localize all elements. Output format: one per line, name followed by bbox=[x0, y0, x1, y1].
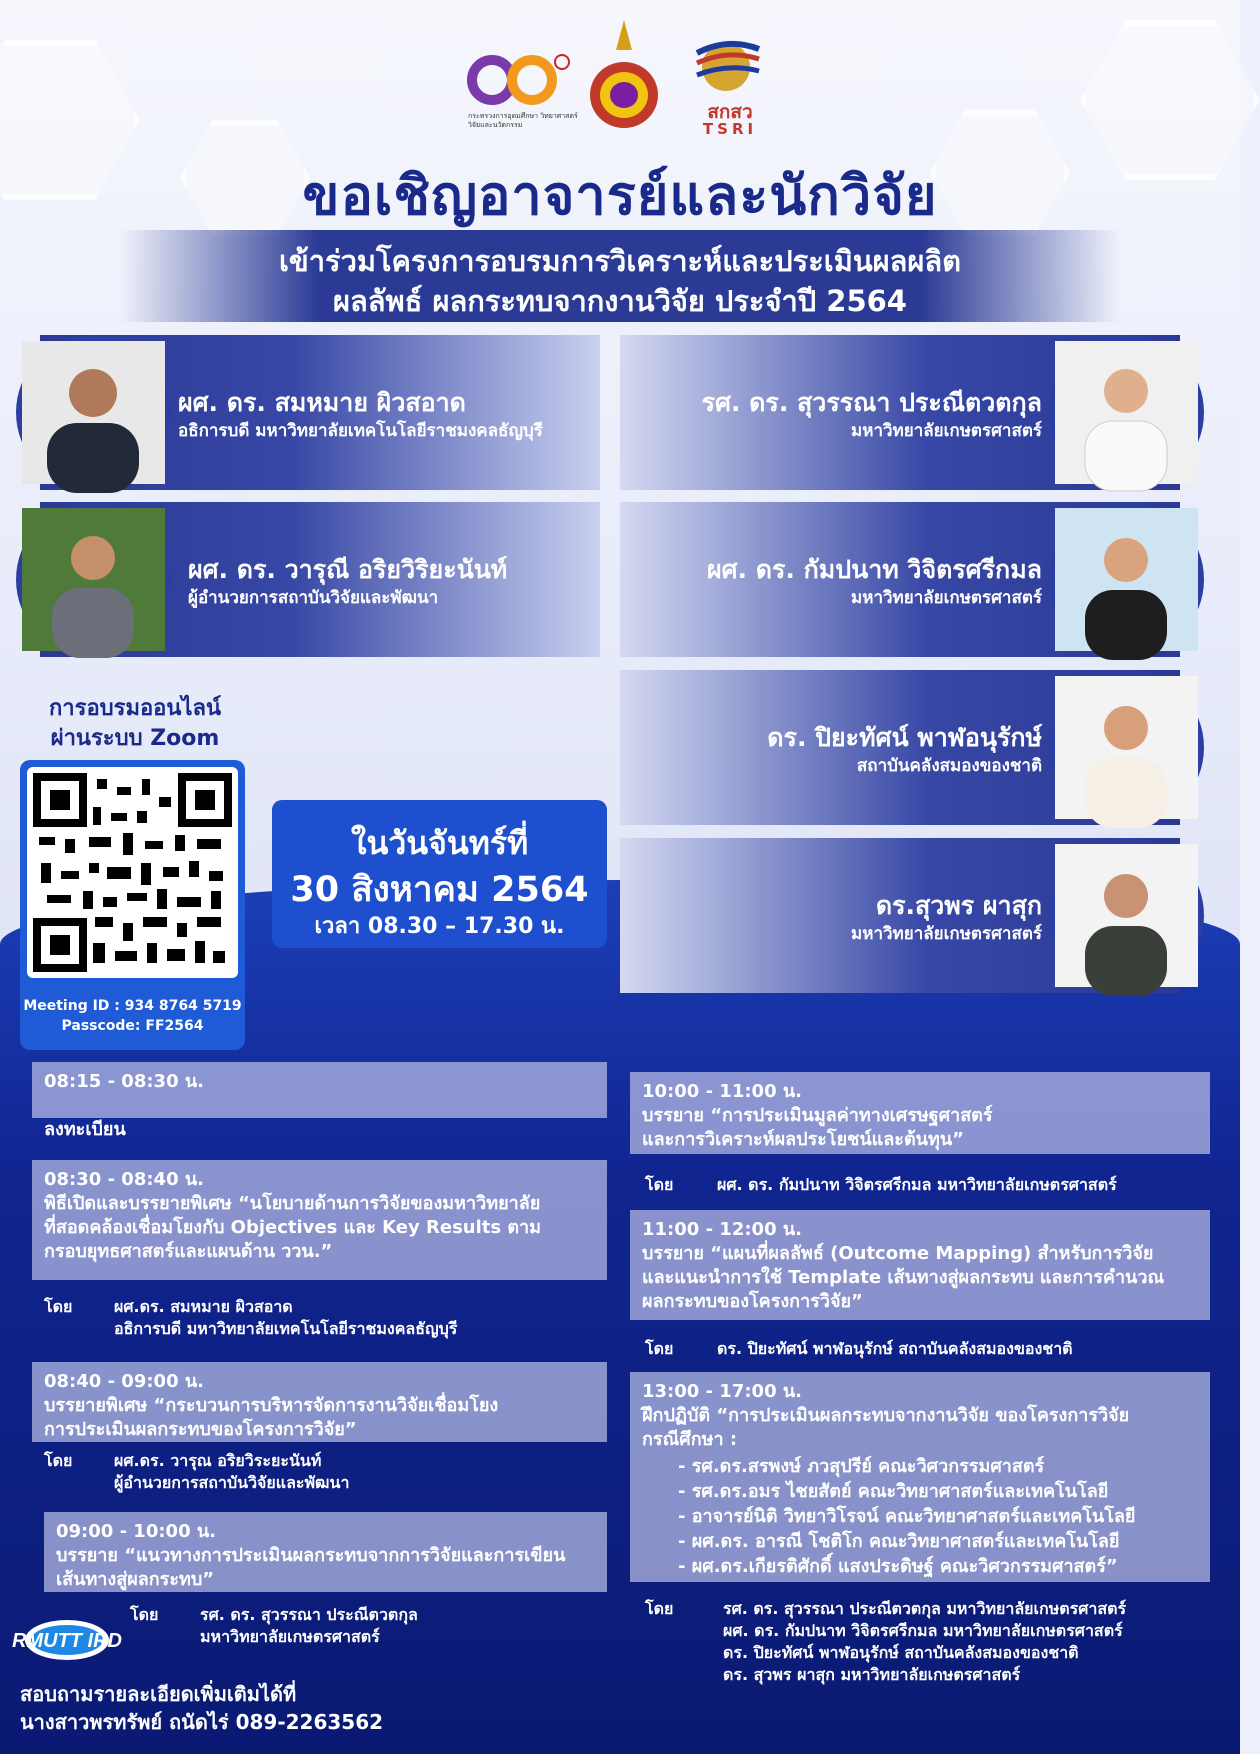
slot-desc-line: กรณีศึกษา : bbox=[642, 1429, 738, 1450]
speaker-photo bbox=[1049, 502, 1204, 657]
speaker-name: ผศ. ดร. กัมปนาท วิจิตรศรีกมล bbox=[707, 555, 1042, 584]
passcode: Passcode: FF2564 bbox=[61, 1018, 204, 1034]
online-training-label: การอบรมออนไลน์ ผ่านระบบ Zoom bbox=[48, 696, 222, 751]
schedule-slot bbox=[630, 1372, 1210, 1582]
schedule-slot bbox=[32, 1362, 607, 1442]
case-study-item: - อาจารย์นิติ วิทยาวิโรจน์ คณะวิทยาศาสตร์และเทคโนโลยี bbox=[678, 1506, 1136, 1527]
event-day: ในวันจันทร์ที่ bbox=[350, 824, 529, 862]
speaker-name: ผศ. ดร. วารุณี อริยวิริยะนันท์ bbox=[188, 555, 508, 584]
slot-desc-line: และแนะนำการใช้ Template เส้นทางสู่ผลกระทบ และการคำนวณ bbox=[642, 1267, 1165, 1288]
zoom-qr-panel bbox=[20, 760, 245, 1050]
slot-desc-line: กรอบยุทธศาสตร์และแผนด้าน ววน.” bbox=[44, 1241, 333, 1262]
slot-desc-line: ผลกระทบของโครงการวิจัย” bbox=[642, 1291, 863, 1312]
slot-desc-line: บรรยายพิเศษ “กระบวนการบริหารจัดการงานวิจัยเชื่อมโยง bbox=[44, 1395, 499, 1416]
slot-speaker: โดย รศ. ดร. สุวรรณา ประณีตวตกุล มหาวิทยาลัยเกษตรศาสตร์ bbox=[130, 1605, 418, 1646]
tsri-en-label: TSRI bbox=[702, 120, 758, 138]
qr-code[interactable] bbox=[27, 767, 238, 978]
slot-speaker: โดย ผศ.ดร. วารุณ อริยวิระยะนันท์ ผู้อำนวยการสถาบันวิจัยและพัฒนา bbox=[44, 1451, 350, 1492]
slot-time: 08:30 - 08:40 น. bbox=[44, 1169, 205, 1190]
case-study-list bbox=[642, 1454, 1198, 1579]
slot-desc-line: และการวิเคราะห์ผลประโยชน์และต้นทุน” bbox=[642, 1129, 964, 1150]
slot-title: ลงทะเบียน bbox=[44, 1119, 126, 1140]
slot-desc-line: พิธีเปิดและบรรยายพิเศษ “นโยบายด้านการวิจัยของมหาวิทยาลัย bbox=[44, 1193, 541, 1214]
speaker-card bbox=[620, 838, 1220, 993]
contact-line: สอบถามรายละเอียดเพิ่มเติมได้ที่ bbox=[20, 1682, 297, 1706]
rmutt-emblem bbox=[588, 20, 660, 130]
slot-time: 11:00 - 12:00 น. bbox=[642, 1219, 803, 1240]
speaker-card bbox=[0, 502, 600, 657]
schedule-slot bbox=[32, 1160, 607, 1280]
speaker-card bbox=[620, 335, 1220, 490]
slot-time: 08:40 - 09:00 น. bbox=[44, 1371, 205, 1392]
speaker-name: รศ. ดร. สุวรรณา ประณีตวตกุล bbox=[701, 388, 1042, 417]
speaker-card bbox=[620, 502, 1220, 657]
speaker-photo bbox=[1049, 838, 1204, 993]
slot-desc-line: การประเมินผลกระทบของโครงการวิจัย” bbox=[44, 1419, 357, 1440]
speaker-photo bbox=[16, 335, 171, 490]
case-study-item: - รศ.ดร.อมร ไชยสัตย์ คณะวิทยาศาสตร์และเทคโนโลยี bbox=[678, 1481, 1109, 1502]
schedule-slot bbox=[44, 1512, 607, 1592]
event-date-box bbox=[272, 800, 607, 948]
speaker-photo bbox=[1049, 335, 1204, 490]
slot-desc-line: บรรยาย “แนวทางการประเมินผลกระทบจากการวิจัยและการเขียน bbox=[56, 1545, 566, 1566]
speaker-org: อธิการบดี มหาวิทยาลัยเทคโนโลยีราชมงคลธัญบุรี bbox=[178, 421, 543, 441]
speaker-name: ดร.สุวพร ผาสุก bbox=[875, 891, 1042, 920]
meeting-id: Meeting ID : 934 8764 5719 bbox=[23, 998, 242, 1014]
schedule-slot bbox=[630, 1072, 1210, 1154]
contact-info bbox=[20, 1680, 383, 1736]
speaker-org: มหาวิทยาลัยเกษตรศาสตร์ bbox=[851, 421, 1042, 441]
page-title: ขอเชิญอาจารย์และนักวิจัย bbox=[302, 164, 938, 227]
event-time: เวลา 08.30 – 17.30 น. bbox=[314, 914, 565, 939]
contact-line: นางสาวพรทรัพย์ ถนัดไร่ 089-2263562 bbox=[20, 1710, 384, 1734]
slot-speaker: โดย ดร. ปิยะทัศน์ พาฬอนุรักษ์ สถาบันคลังสมองของชาติ bbox=[645, 1339, 1073, 1358]
slot-desc-line: เส้นทางสู่ผลกระทบ” bbox=[56, 1569, 215, 1590]
slot-speaker: โดย รศ. ดร. สุวรรณา ประณีตวตกุล มหาวิทยาลัยเกษตรศาสตร์ ผศ. ดร. กัมปนาท วิจิตรศรีกมล มหาวิทยาลัยเกษตรศาสตร์ ดร. ปิยะทัศน์ พาฬอนุรักษ์ สถาบันคลังสมองของชาติ ดร. สุวพร ผาสุก มหาวิทยาลัยเกษตรศาสตร์ bbox=[645, 1599, 1127, 1684]
slot-time: 13:00 - 17:00 น. bbox=[642, 1381, 803, 1402]
speaker-org: มหาวิทยาลัยเกษตรศาสตร์ bbox=[851, 924, 1042, 944]
speaker-card bbox=[0, 335, 600, 490]
speaker-card bbox=[620, 670, 1220, 825]
slot-time: 08:15 - 08:30 น. bbox=[44, 1071, 205, 1092]
schedule-slot bbox=[630, 1210, 1210, 1320]
speaker-photo bbox=[1049, 670, 1204, 825]
event-date: 30 สิงหาคม 2564 bbox=[290, 870, 589, 910]
subtitle-band bbox=[120, 230, 1120, 322]
speaker-name: ผศ. ดร. สมหมาย ผิวสอาด bbox=[178, 388, 466, 417]
slot-speaker: โดย ผศ. ดร. กัมปนาท วิจิตรศรีกมล มหาวิทยาลัยเกษตรศาสตร์ bbox=[645, 1175, 1117, 1194]
subtitle-line-1: เข้าร่วมโครงการอบรมการวิเคราะห์และประเมินผลผลิต bbox=[278, 244, 962, 278]
speaker-org: สถาบันคลังสมองของชาติ bbox=[856, 756, 1042, 776]
schedule-slot bbox=[32, 1062, 607, 1118]
speaker-name: ดร. ปิยะทัศน์ พาฬอนุรักษ์ bbox=[767, 723, 1042, 752]
speaker-org: ผู้อำนวยการสถาบันวิจัยและพัฒนา bbox=[188, 588, 439, 608]
ird-logo bbox=[12, 1608, 122, 1668]
ird-logo-text: RMUTT IRD bbox=[12, 1630, 122, 1652]
mhesi-text: กระทรวงการอุดมศึกษา วิทยาศาสตร์ วิจัยและนวัตกรรม bbox=[468, 112, 578, 129]
case-study-item: - ผศ.ดร.เกียรติศักดิ์ แสงประดิษฐ์ คณะวิศวกรรมศาสตร์” bbox=[678, 1556, 1118, 1577]
subtitle-line-2: ผลลัพธ์ ผลกระทบจากงานวิจัย ประจำปี 2564 bbox=[333, 284, 907, 318]
slot-speaker: โดย ผศ.ดร. สมหมาย ผิวสอาด อธิการบดี มหาวิทยาลัยเทคโนโลยีราชมงคลธัญบุรี bbox=[44, 1297, 458, 1338]
slot-desc-line: ฝึกปฏิบัติ “การประเมินผลกระทบจากงานวิจัย ของโครงการวิจัย bbox=[642, 1405, 1130, 1426]
speaker-photo bbox=[16, 502, 171, 657]
slot-time: 09:00 - 10:00 น. bbox=[56, 1521, 217, 1542]
tsri-thai-label: สกสว bbox=[707, 101, 753, 123]
mhesi-logo bbox=[470, 50, 570, 110]
slot-time: 10:00 - 11:00 น. bbox=[642, 1081, 803, 1102]
slot-desc-line: ที่สอดคล้องเชื่อมโยงกับ Objectives และ Key Results ตาม bbox=[44, 1217, 542, 1238]
slot-desc-line: บรรยาย “การประเมินมูลค่าทางเศรษฐศาสตร์ bbox=[642, 1105, 993, 1126]
case-study-item: - รศ.ดร.สรพงษ์ ภวสุปรีย์ คณะวิศวกรรมศาสตร์ bbox=[678, 1456, 1045, 1477]
slot-desc-line: บรรยาย “แผนที่ผลลัพธ์ (Outcome Mapping) สำหรับการวิจัย bbox=[642, 1243, 1154, 1264]
speaker-org: มหาวิทยาลัยเกษตรศาสตร์ bbox=[851, 588, 1042, 608]
tsri-globe-logo bbox=[693, 35, 763, 95]
case-study-item: - ผศ.ดร. อารณี โชติโก คณะวิทยาศาสตร์และเทคโนโลยี bbox=[678, 1531, 1120, 1552]
